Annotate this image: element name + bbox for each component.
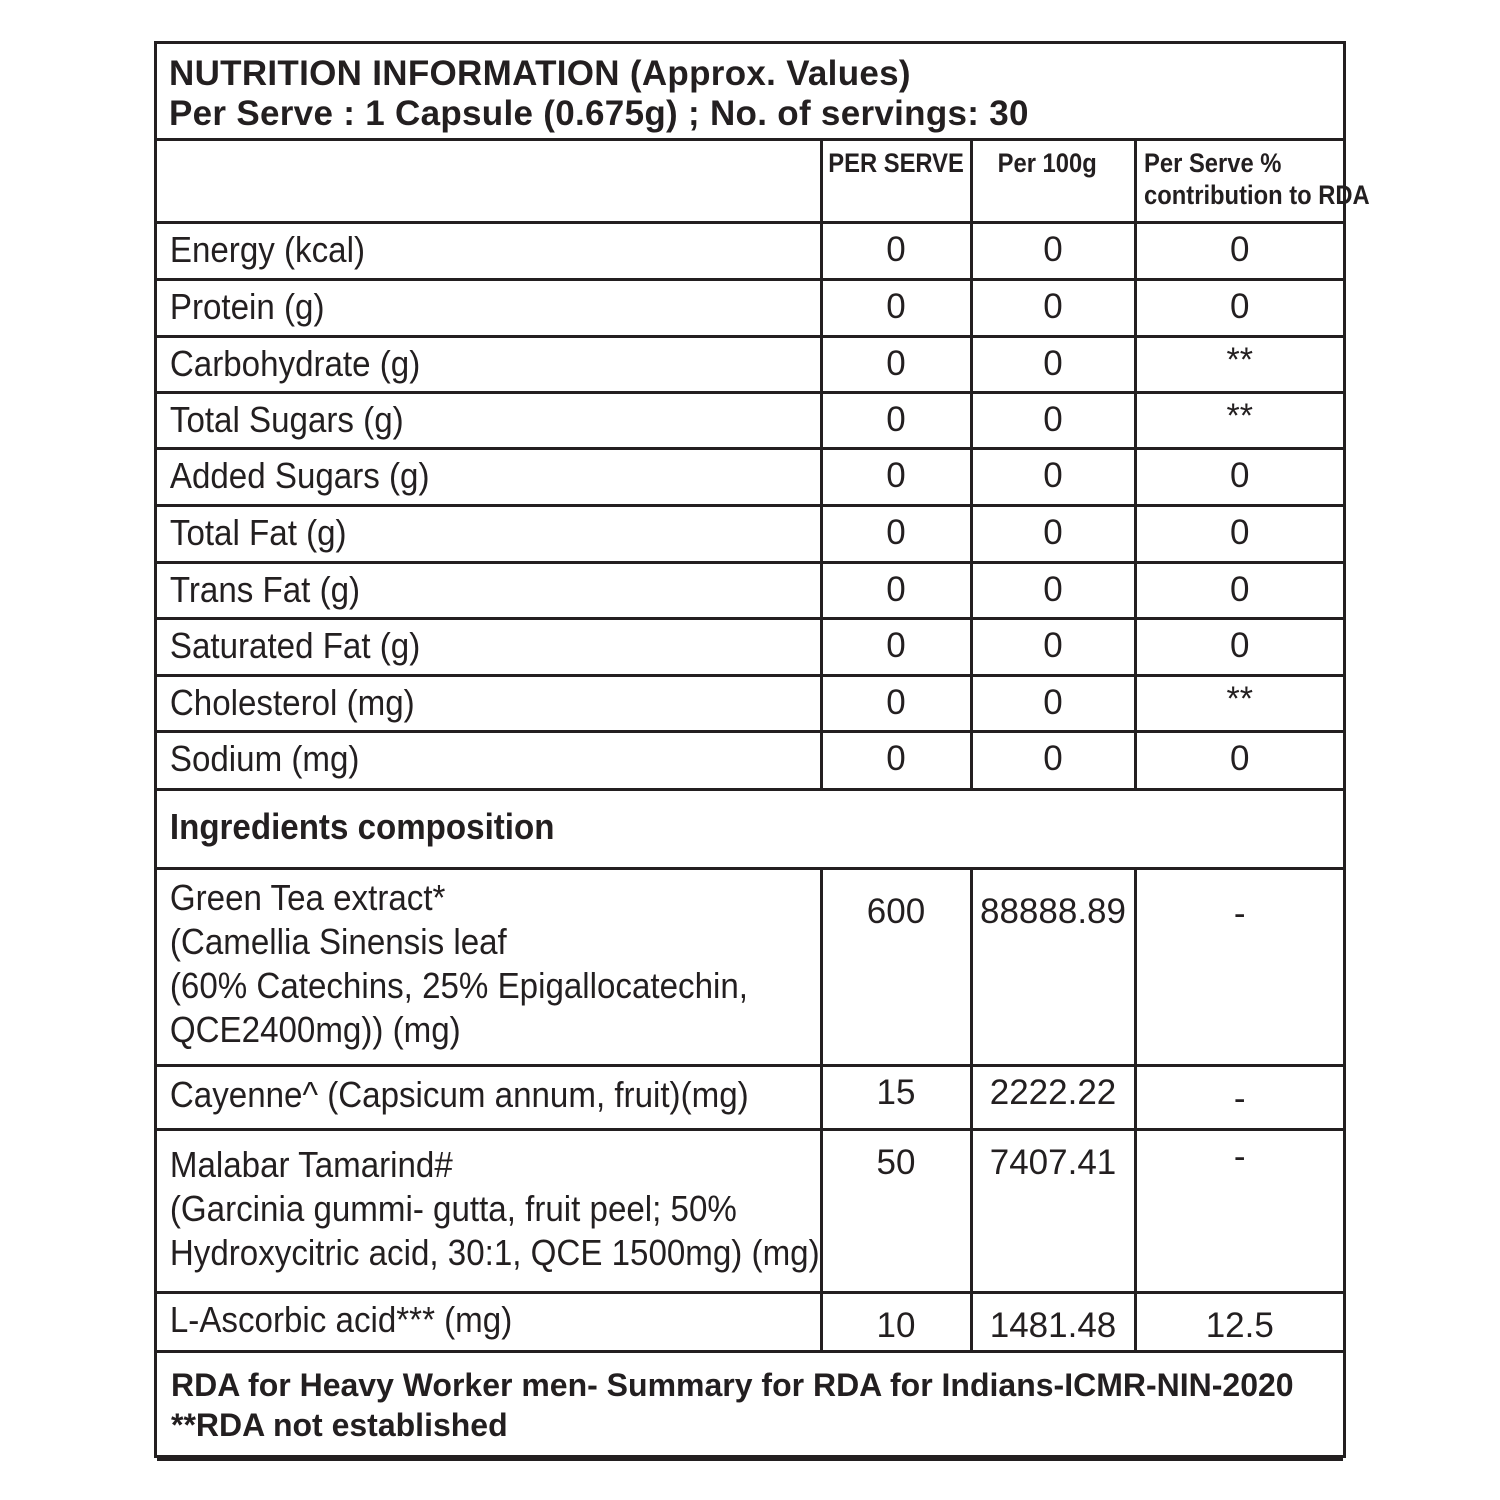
ingredient-name: Green Tea extract* (Camellia Sinensis leaf (60% Catechins, 25% Epigallocatechin, QCE2400mg)) (mg): [169, 876, 748, 1050]
per-100g-value: 0: [1043, 738, 1063, 778]
per-100g-value: 0: [1043, 399, 1063, 439]
rda-value: -: [1233, 1136, 1246, 1176]
rda-value: **: [1226, 340, 1253, 379]
rda-value: 0: [1230, 455, 1250, 495]
nutrient-name: Saturated Fat (g): [169, 624, 421, 666]
nutrient-name: Sodium (mg): [169, 737, 360, 779]
nutrition-panel: [154, 41, 1370, 1458]
table-row: [157, 448, 1343, 505]
blank-header-cell: [157, 141, 821, 222]
rda-header-line2: contribution to RDA: [1143, 180, 1370, 210]
rda-value: **: [1226, 679, 1253, 718]
nutrient-name: Total Sugars (g): [169, 398, 404, 440]
table-row: [157, 1129, 1343, 1292]
per-100g-value: 0: [1043, 455, 1063, 495]
per-100g-value: 0: [1043, 512, 1063, 552]
per-serve-value: 0: [886, 399, 906, 439]
per-serve-value: 0: [886, 738, 906, 778]
per-100g-value: 2222.22: [989, 1072, 1117, 1112]
per-serve-value: 10: [876, 1305, 916, 1345]
panel-header: [157, 44, 1343, 141]
rda-value: 0: [1230, 569, 1250, 609]
rda-value: 0: [1230, 625, 1250, 665]
per-serve-header: PER SERVE: [821, 141, 971, 222]
per-100g-value: 1481.48: [989, 1305, 1117, 1345]
table-row: [157, 279, 1343, 336]
per-serve-value: 15: [876, 1072, 916, 1112]
rda-value: -: [1233, 893, 1246, 933]
footnotes: [157, 1353, 1343, 1445]
per-serve-value: 50: [876, 1142, 916, 1182]
nutrient-name: Trans Fat (g): [169, 568, 361, 610]
rda-value: 0: [1230, 229, 1250, 269]
per-100g-value: 7407.41: [989, 1142, 1117, 1182]
table-row: [157, 675, 1343, 731]
table-row: [157, 336, 1343, 392]
rda-header-line1: Per Serve %: [1143, 148, 1281, 178]
rda-value: 12.5: [1205, 1305, 1274, 1345]
nutrient-name: Cholesterol (mg): [169, 681, 415, 723]
panel-title: NUTRITION INFORMATION (Approx. Values): [169, 54, 911, 93]
table-row: [157, 731, 1343, 789]
ingredients-heading: Ingredients composition: [169, 805, 555, 847]
rda-header: [1135, 141, 1370, 222]
per-serve-value: 600: [866, 891, 926, 931]
table-row: [157, 1065, 1343, 1129]
section-row: [157, 789, 1343, 868]
table-row: [157, 868, 1343, 1065]
per-100g-header: Per 100g: [971, 141, 1135, 222]
nutrient-name: Carbohydrate (g): [169, 342, 421, 384]
rda-reference-note: RDA for Heavy Worker men- Summary for RDA for Indians-ICMR-NIN-2020: [171, 1366, 1294, 1403]
nutrient-name: Protein (g): [169, 285, 325, 327]
footer-row: [157, 1351, 1343, 1459]
column-header-row: [157, 141, 1343, 222]
rda-value: 0: [1230, 512, 1250, 552]
ingredient-name: Malabar Tamarind# (Garcinia gummi- gutta, fruit peel; 50% Hydroxycitric acid, 30:1, QCE 1500mg) (mg): [169, 1143, 820, 1273]
per-serve-value: 0: [886, 569, 906, 609]
per-serve-value: 0: [886, 343, 906, 383]
per-100g-value: 0: [1043, 569, 1063, 609]
per-100g-value: 0: [1043, 343, 1063, 383]
nutrient-name: Added Sugars (g): [169, 454, 430, 496]
ingredient-name: L-Ascorbic acid*** (mg): [169, 1298, 513, 1340]
table-row: [157, 1292, 1343, 1351]
table-row: [157, 222, 1343, 279]
nutrient-name: Energy (kcal): [169, 228, 365, 270]
per-100g-value: 0: [1043, 229, 1063, 269]
per-serve-value: 0: [886, 286, 906, 326]
ingredient-name: Cayenne^ (Capsicum annum, fruit)(mg): [169, 1073, 749, 1115]
serving-info: Per Serve : 1 Capsule (0.675g) ; No. of servings: 30: [169, 94, 1029, 133]
rda-value: **: [1226, 396, 1253, 435]
rda-not-established-note: **RDA not established: [171, 1406, 508, 1443]
per-100g-value: 0: [1043, 682, 1063, 722]
per-100g-value: 0: [1043, 625, 1063, 665]
per-100g-value: 88888.89: [980, 891, 1126, 931]
rda-value: 0: [1230, 286, 1250, 326]
nutrition-table: [157, 141, 1370, 1461]
per-serve-value: 0: [886, 625, 906, 665]
per-serve-value: 0: [886, 682, 906, 722]
table-row: [157, 505, 1343, 562]
rda-value: 0: [1230, 738, 1250, 778]
table-row: [157, 562, 1343, 618]
per-serve-value: 0: [886, 455, 906, 495]
per-serve-value: 0: [886, 512, 906, 552]
rda-value: -: [1233, 1078, 1246, 1118]
table-row: [157, 392, 1343, 448]
nutrient-name: Total Fat (g): [169, 511, 347, 553]
per-serve-value: 0: [886, 229, 906, 269]
per-100g-value: 0: [1043, 286, 1063, 326]
table-row: [157, 618, 1343, 675]
